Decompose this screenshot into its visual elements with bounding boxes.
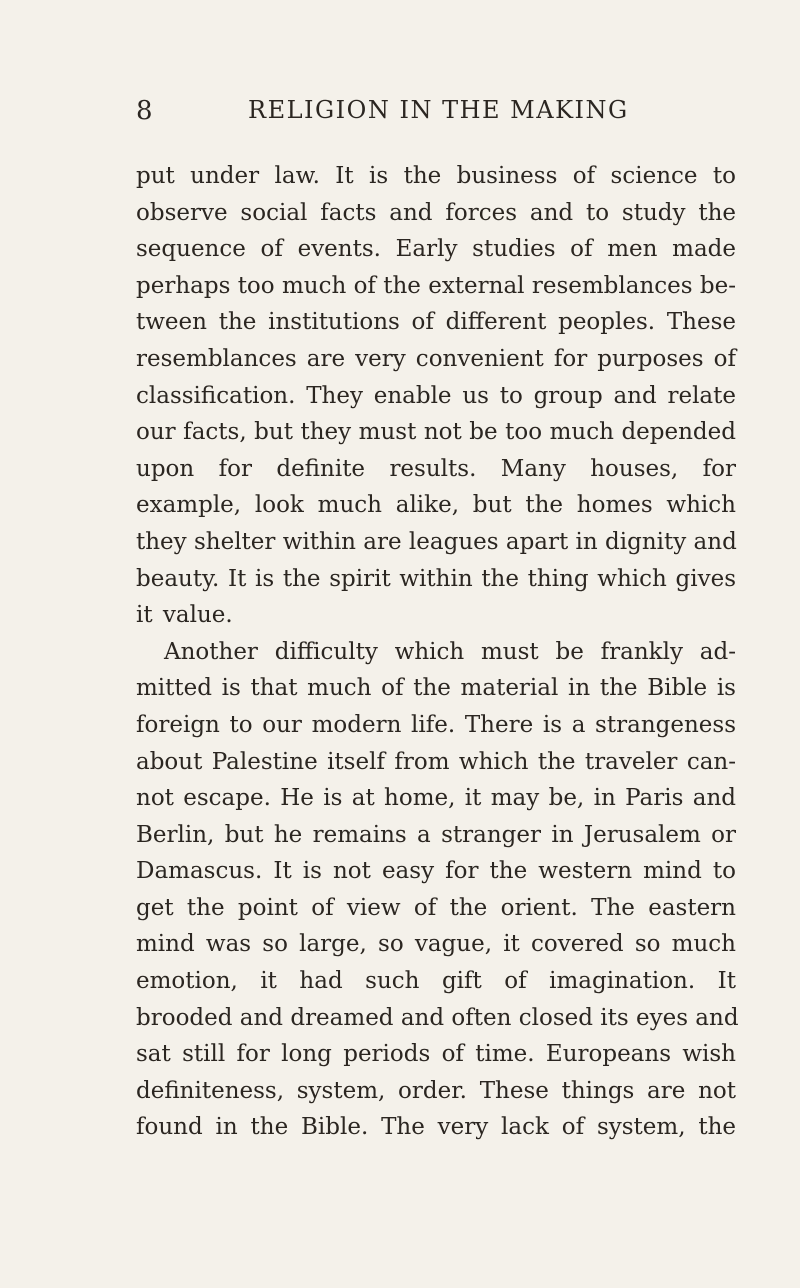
text-line: upon for definite results. Many houses, for: [136, 455, 736, 482]
text-line: Berlin, but he remains a stranger in Jerusalem or: [136, 821, 736, 848]
text-line: example, look much alike, but the homes which: [136, 492, 736, 519]
body-text: [136, 158, 739, 1146]
page-header: [136, 96, 636, 130]
text-line: perhaps too much of the external resemblances be-: [136, 272, 736, 299]
text-line: observe social facts and forces and to study the: [136, 199, 736, 226]
text-line: tween the institutions of different peoples. These: [136, 309, 736, 336]
text-line: Another difficulty which must be frankly ad-: [164, 638, 736, 665]
text-line: sequence of events. Early studies of men made: [136, 236, 736, 263]
text-line: brooded and dreamed and often closed its eyes and: [136, 1004, 739, 1031]
text-line: emotion, it had such gift of imagination. It: [136, 968, 736, 995]
text-line: not escape. He is at home, it may be, in Paris and: [136, 785, 736, 812]
text-line: classification. They enable us to group and relate: [136, 382, 736, 409]
text-line: mitted is that much of the material in the Bible is: [136, 675, 736, 702]
running-title: RELIGION IN THE MAKING: [248, 96, 629, 124]
text-line: get the point of view of the orient. The eastern: [136, 894, 736, 921]
text-line: mind was so large, so vague, it covered so much: [136, 931, 736, 958]
text-line: resemblances are very convenient for purposes of: [136, 345, 736, 372]
text-line: they shelter within are leagues apart in dignity and: [136, 528, 737, 555]
text-line: our facts, but they must not be too much depended: [136, 419, 736, 446]
text-line: definiteness, system, order. These things are not: [136, 1077, 736, 1104]
text-line: it value.: [136, 602, 233, 629]
text-line: beauty. It is the spirit within the thing which gives: [136, 565, 736, 592]
text-line: sat still for long periods of time. Europeans wish: [136, 1041, 736, 1068]
text-line: about Palestine itself from which the traveler can-: [136, 748, 736, 775]
text-line: foreign to our modern life. There is a strangeness: [136, 711, 736, 738]
text-line: Damascus. It is not easy for the western mind to: [136, 858, 736, 885]
page-number: 8: [136, 96, 154, 126]
text-line: found in the Bible. The very lack of system, the: [136, 1114, 736, 1141]
text-line: put under law. It is the business of science to: [136, 163, 736, 189]
